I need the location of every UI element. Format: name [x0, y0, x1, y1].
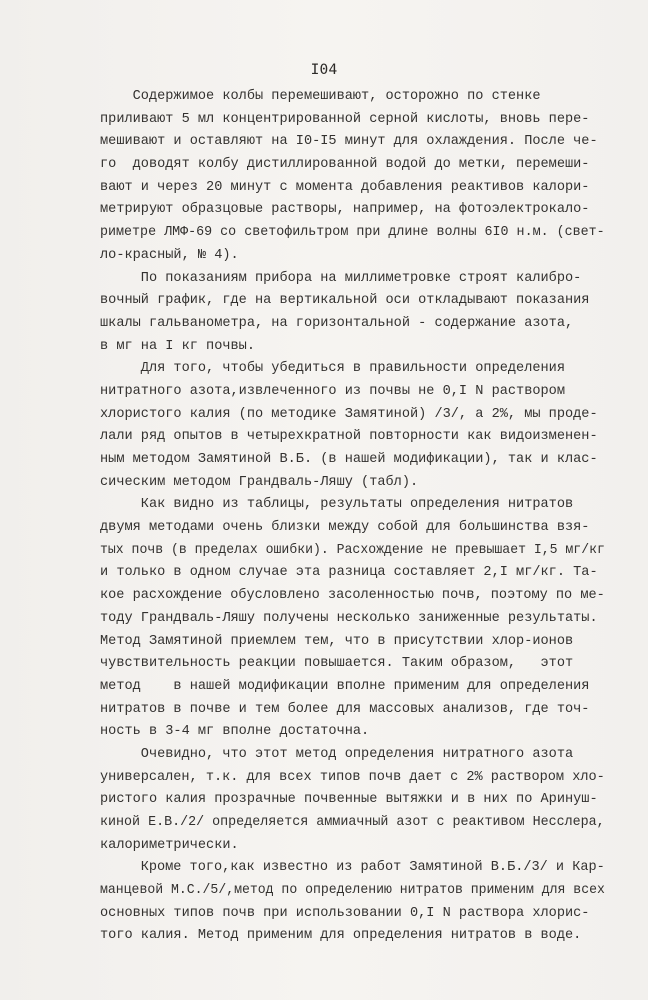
text-line: нитратов в почве и тем более для массовых анализов, где точ-: [100, 701, 590, 717]
text-line: Как видно из таблицы, результаты определения нитратов: [100, 497, 574, 513]
text-line: шкалы гальванометра, на горизонтальной - содержание азота,: [100, 315, 574, 331]
text-line: тоду Грандваль-Ляшу получены несколько заниженные результаты.: [100, 610, 598, 626]
text-line: мешивают и оставляют на I0-I5 минут для охлаждения. После че-: [100, 134, 598, 150]
text-line: метрируют образцовые растворы, например, на фотоэлектрокало-: [100, 202, 590, 218]
text-line: хлористого калия (по методике Замятиной) /3/, а 2%, мы проде-: [100, 406, 598, 422]
text-line: риметре ЛМФ-69 со светофильтром при длине волны 6I0 н.м. (свет-: [100, 225, 605, 241]
text-line: калориметрически.: [100, 837, 239, 853]
text-line: универсален, т.к. для всех типов почв дает с 2% раствором хло-: [100, 769, 605, 785]
page-number: I04: [310, 62, 338, 78]
text-line: лали ряд опытов в четырехкратной повторности как видоизменен-: [100, 429, 598, 445]
text-line: Для того, чтобы убедиться в правильности определения: [100, 361, 565, 377]
text-line: сическим методом Грандваль-Ляшу (табл).: [100, 474, 419, 490]
text-line: в мг на I кг почвы.: [100, 338, 255, 354]
text-line: манцевой М.С./5/,метод по определению нитратов применим для всех: [100, 883, 605, 899]
text-line: вают и через 20 минут с момента добавления реактивов калори-: [100, 179, 590, 195]
text-line: ло-красный, № 4).: [100, 247, 239, 263]
text-line: киной Е.В./2/ определяется аммиачный азот с реактивом Несслера,: [100, 815, 605, 830]
text-line: Кроме того,как известно из работ Замятиной В.Б./3/ и Кар-: [100, 860, 605, 876]
text-line: Метод Замятиной приемлем тем, что в присутствии хлор-ионов: [100, 633, 574, 649]
text-line: тых почв (в пределах ошибки). Расхождение не превышает I,5 мг/кг: [100, 542, 605, 558]
text-line: ристого калия прозрачные почвенные вытяжки и в них по Аринуш-: [100, 792, 598, 808]
text-line: приливают 5 мл концентрированной серной кислоты, вновь пере-: [100, 111, 590, 127]
text-line: ным методом Замятиной В.Б. (в нашей модификации), так и клас-: [100, 452, 598, 467]
text-line: чувствительность реакции повышается. Таким образом, этот: [100, 656, 574, 672]
text-line: го доводят колбу дистиллированной водой до метки, перемеши-: [100, 157, 590, 173]
text-line: ность в 3-4 мг вполне достаточна.: [100, 724, 370, 740]
text-line: По показаниям прибора на миллиметровке строят калибро-: [100, 270, 582, 286]
text-line: двумя методами очень близки между собой для большинства взя-: [100, 520, 590, 536]
text-line: нитратного азота,извлеченного из почвы не 0,I N раствором: [100, 383, 565, 399]
text-line: того калия. Метод применим для определения нитратов в воде.: [100, 928, 582, 944]
text-line: Очевидно, что этот метод определения нитратного азота: [100, 746, 574, 762]
text-line: и только в одном случае эта разница составляет 2,I мг/кг. Та-: [100, 565, 598, 581]
text-line: метод в нашей модификации вполне применим для определения: [100, 678, 590, 694]
text-line: основных типов почв при использовании 0,I N раствора хлорис-: [100, 905, 590, 921]
text-line: кое расхождение обусловлено засоленностью почв, поэтому по ме-: [100, 588, 605, 604]
text-line: Содержимое колбы перемешивают, осторожно по стенке: [100, 89, 541, 104]
body-text: [100, 86, 605, 948]
text-line: вочный график, где на вертикальной оси откладывают показания: [100, 293, 590, 309]
